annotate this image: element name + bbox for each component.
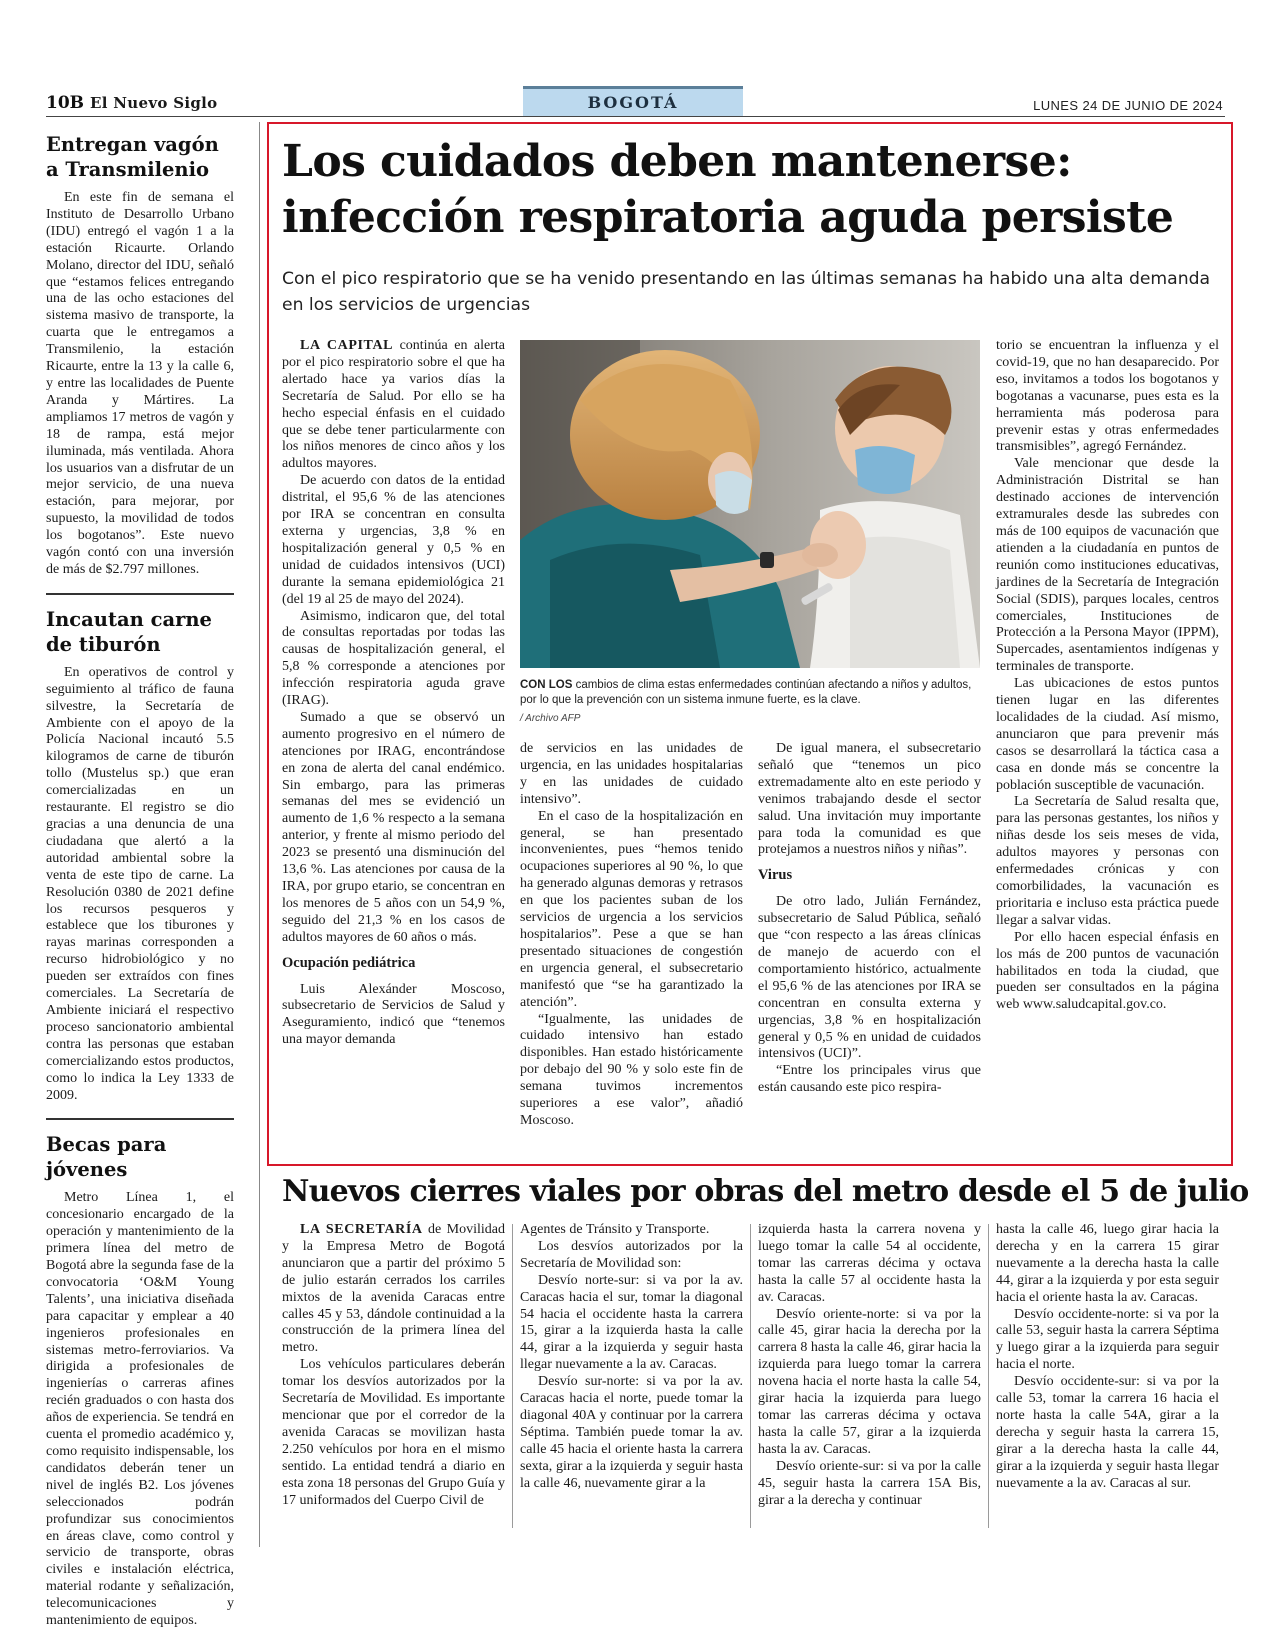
- masthead: [46, 92, 217, 114]
- sidebar-story-body: En este fin de semana el Instituto de Desarrollo Urbano (IDU) entregó el vagón 1 a la estación Ricaurte. Orlando Molano, director del IDU, señaló que “estamos felices entregando una de las ocho estaciones del sistema masivo de transporte, la cuarta que le entregamos a Transmilenio, la estación Ricaurte, entre la 13 y la calle 6, y entre las localidades de Puente Aranda y Mártires. La ampliamos 17 metros de vagón y 18 de rampa, está mejor iluminada, más ventilada. Ahora los usuarios van a disfrutar de un mejor servicio, de una nueva estación, para mejorar, por supuesto, la movilidad de todos los bogotanos”. Este nuevo vagón contó con una inversión de más de $2.797 millones.: [46, 190, 234, 577]
- section-label-box: [523, 86, 743, 116]
- sidebar-divider: [46, 1118, 234, 1120]
- column-divider: [988, 1224, 989, 1528]
- sidebar-story-body: En operativos de control y seguimiento al tráfico de fauna silvestre, la Secretaría de Ambiente con el apoyo de la Policía Nacional incautó 5.5 kilogramos de carne de tiburón tollo (Mustelus sp.) que eran comercializadas en un restaurante. El registro se dio gracias a una denuncia de una ciudadana que alertó a la autoridad ambiental sobre la venta de este tipo de carne. La Resolución 0380 de 2021 define los recursos pesqueros y establece que los tiburones y rayas marinas corresponden a recurso hidrobiológico y no pueden ser extraídos con fines comerciales. La Secretaría de Ambiente iniciará el respectivo proceso sancionatorio ambiental contra las personas que estaban comercializando estos productos, como lo indica la Ley 1333 de 2009.: [46, 664, 234, 1103]
- vaccination-photo-illustration: [520, 340, 980, 668]
- vaccination-photo: [520, 340, 980, 668]
- page-number: 10B: [46, 93, 85, 113]
- lead-word: LA SECRETARÍA: [300, 1222, 423, 1237]
- photo-credit: / Archivo AFP: [520, 713, 581, 724]
- sidebar-story-title: Incautan carne de tiburón: [46, 607, 212, 656]
- second-column-1: LA SECRETARÍA de Movilidad y la Empresa Metro de Bogotá anunciaron que a partir del próximo 5 de julio estarán cerrados los carriles mixtos de la avenida Caracas entre calles 45 y 53, dándole continuidad a la construcción de la primera línea del metro. Los vehículos particulares deberán tomar los desvíos autorizados por la Secretaría de Movilidad. Es importante mencionar que por el corredor de la avenida Caracas se movilizan hasta 2.250 vehículos por hora en el mismo sentido. La entidad tendrá a diario en esta zona 18 personas del Grupo Guía y 17 uniformados del Cuerpo Civil de: [282, 1222, 505, 1508]
- header-rule: [46, 116, 1225, 117]
- section-subtitle: Ocupación pediátrica: [282, 954, 416, 971]
- column-divider: [259, 122, 260, 1547]
- main-column-3: De igual manera, el subsecretario señaló que “tenemos un pico extremadamente alto en este periodo y venimos trabajando desde el sector salud. Una invitación muy importante para toda la comunidad es que protejamos a nuestros niños y niñas”. Virus De otro lado, Julián Fernández, subsecretario de Salud Pública, señaló que “con respecto a las áreas clínicas de manejo de acuerdo con el comportamiento histórico, actualmente el 95,6 % de las atenciones por IRA se concentran en consulta externa y urgencias, 3,8 % en hospitalización general y 0,5 % en unidad de cuidados intensivos (UCI)”. “Entre los principales virus que están causando este pico respira-: [758, 741, 981, 1096]
- newspaper-logo: El Nuevo Siglo: [90, 94, 218, 112]
- photo-caption: CON LOS cambios de clima estas enfermedades continúan afectando a niños y adultos, por lo que la prevención con un sistema inmune fuerte, es la clave.: [520, 679, 972, 706]
- main-subheadline: Con el pico respiratorio que se ha venido presentando en las últimas semanas ha habido una alta demanda en los servicios de urgencias: [282, 269, 1211, 315]
- section-label: BOGOTÁ: [587, 93, 679, 112]
- sidebar-story-title: Entregan vagón a Transmilenio: [46, 133, 219, 181]
- lead-word: LA CAPITAL: [300, 338, 394, 353]
- second-column-2: Agentes de Tránsito y Transporte. Los desvíos autorizados por la Secretaría de Movilidad son: Desvío norte-sur: si va por la av. Caracas hacia el sur, tomar la diagonal 54 hacia el occidente hasta la carrera 15, girar a la izquierda hasta la calle 44, girar a la izquierda y seguir hasta llegar nuevamente a la av. Caracas. Desvío sur-norte: si va por la av. Caracas hacia el norte, puede tomar la diagonal 40A y continuar por la carrera Séptima. También puede tomar la av. calle 45 hacia el oriente hasta la carrera sexta, girar a la izquierda y seguir hasta la calle 46, nuevamente girar a la: [520, 1222, 743, 1491]
- main-headline: Los cuidados deben mantenerse: infección respiratoria aguda persiste: [282, 136, 1174, 243]
- column-divider: [750, 1224, 751, 1528]
- column-divider: [512, 1224, 513, 1528]
- sidebar-divider: [46, 593, 234, 595]
- issue-date: LUNES 24 DE JUNIO DE 2024: [1033, 98, 1223, 113]
- sidebar-story-title: Becas para jóvenes: [46, 1133, 167, 1182]
- section-subtitle: Virus: [758, 867, 793, 884]
- main-column-1: LA CAPITAL continúa en alerta por el pico respiratorio sobre el que ha alertado hace ya varios días la Secretaría de Salud. Por ello se ha hecho especial énfasis en el cuidado que se debe tener particularmente con los niños menores de cinco años y los adultos mayores. De acuerdo con datos de la entidad distrital, el 95,6 % de las atenciones por IRA se concentran en consulta externa y urgencias, 3,8 % en hospitalización general y 0,5 % en unidad de cuidados intensivos (UCI) durante la semana epidemiológica 21 (del 19 al 25 de mayo del 2024). Asimismo, indicaron que, del total de consultas reportadas por todas las causas de hospitalización general, el 5,8 % corresponde a atenciones por infección respiratoria aguda grave (IRAG). Sumado a que se observó un aumento progresivo en el número de atenciones por IRAG, encontrándose en zona de alerta del canal endémico. Sin embargo, para las primeras semanas del mes se evidenció un aumento de 1,6 % respecto a la semana anterior, y frente al mismo periodo del 2023 se presentó una disminución del 13,6 %. Las atenciones por causa de la IRA, por grupo etario, se concentran en los menores de 5 años con un 54,9 %, seguido del 21,3 % en los casos de adultos mayores de 60 años o más. Ocupación pediátrica Luis Alexánder Moscoso, subsecretario de Servicios de Salud y Aseguramiento, indicó que “tenemos una mayor demanda: [282, 338, 505, 1048]
- second-column-4: hasta la calle 46, luego girar hacia la derecha y en la carrera 15 girar nuevamente a la derecha hasta la calle 44, girar a la izquierda y por esta seguir hacia el oriente hasta la av. Caracas. Desvío occidente-norte: si va por la calle 53, seguir hasta la carrera Séptima y luego girar a la izquierda para seguir hacia el norte. Desvío occidente-sur: si va por la calle 53, tomar la carrera 16 hacia el norte hasta la calle 54A, girar a la derecha y seguir hasta la carrera 15, girar a la derecha hasta la calle 44, girar a la izquierda y seguir hasta llegar nuevamente a la av. Caracas al sur.: [996, 1222, 1219, 1491]
- second-headline: Nuevos cierres viales por obras del metro desde el 5 de julio: [282, 1174, 1249, 1209]
- sidebar-story-body: Metro Línea 1, el concesionario encargado de la operación y mantenimiento de la primera línea del metro de Bogotá abre la segunda fase de la convocatoria ‘O&M Young Talents’, una iniciativa diseñada para capacitar y emplear a 40 ingenieros profesionales en sistemas metro-ferroviarios. Va dirigida a profesionales de ingenierías o carreras afines recién graduados o con hasta dos años de experiencia. Se tendrá en cuenta el promedio académico y, como requisito indispensable, los candidatos deberán tener un nivel de inglés B2. Los jóvenes seleccionados podrán profundizar sus conocimientos en áreas clave, como control y servicio de transporte, obras civiles e instalación eléctrica, material rodante y señalización, telecomunicaciones y mantenimiento de equipos.: [46, 1190, 234, 1629]
- left-sidebar: [46, 132, 234, 1630]
- main-column-4: torio se encuentran la influenza y el covid-19, que no han desaparecido. Por eso, invitamos a todos los bogotanos y bogotanas a vacunarse, pues esta es la herramienta más poderosa para prevenir estas y otras enfermedades transmisibles”, agregó Fernández. Vale mencionar que desde la Administración Distrital se han destinado acciones de intervención extramurales desde las subredes con más de 100 equipos de vacunación que atienden a la ciudadanía en puntos de reunión como instituciones educativas, jardines de la Secretaría de Integración Social (SDIS), parques locales, centros comerciales, Instituciones de Protección a la Persona Mayor (IPPM), Supercades, asentamientos indígenas y terminales de transporte. Las ubicaciones de estos puntos tienen lugar en las diferentes localidades de la ciudad. Así mismo, anunciaron que para prevenir más casos se desarrollará la táctica casa a casa en donde más se concentre la población susceptible de vacunación. La Secretaría de Salud resalta que, para las personas gestantes, los niños y niñas desde los seis meses de vida, adultos mayores y personas con enfermedades crónicas y con comorbilidades, la vacunación es prioritaria e incluso esta práctica puede llegar a salvar vidas. Por ello hacen especial énfasis en los más de 200 puntos de vacunación habilitados en toda la ciudad, que pueden ser consultados en la página web www.saludcapital.gov.co.: [996, 338, 1219, 1013]
- second-column-3: izquierda hasta la carrera novena y luego tomar la calle 54 al occidente, tomar las carreras décima y octava hasta la calle 57 al occidente hasta la av. Caracas. Desvío oriente-norte: si va por la calle 45, girar hacia la derecha por la carrera 8 hasta la calle 46, girar hacia la izquierda para luego tomar la carrera novena hacia el norte hasta la calle 54, girar hacia la izquierda para luego tomar las carreras décima y octava hasta la calle 57, girar a la izquierda hasta la av. Caracas. Desvío oriente-sur: si va por la calle 45, seguir hasta la carrera 15A Bis, girar a la derecha y continuar: [758, 1222, 981, 1508]
- main-column-2: de servicios en las unidades de urgencia, en las unidades hospitalarias y en las unidades de cuidado intensivo”. En el caso de la hospitalización en general, se han presentado inconvenientes, pues “hemos tenido ocupaciones superiores al 90 %, lo que ha generado algunas demoras y retrasos en que los pacientes suban de los servicios de urgencia a los servicios hospitalarios”. Pese a que se han presentado situaciones de congestión en urgencia general, el subsecretario manifestó que “se ha garantizado la atención”. “Igualmente, las unidades de cuidado intensivo han estado disponibles. Han estado históricamente por debajo del 90 % y solo este fin de semana tuvimos incrementos superiores a ese valor”, añadió Moscoso.: [520, 741, 743, 1128]
